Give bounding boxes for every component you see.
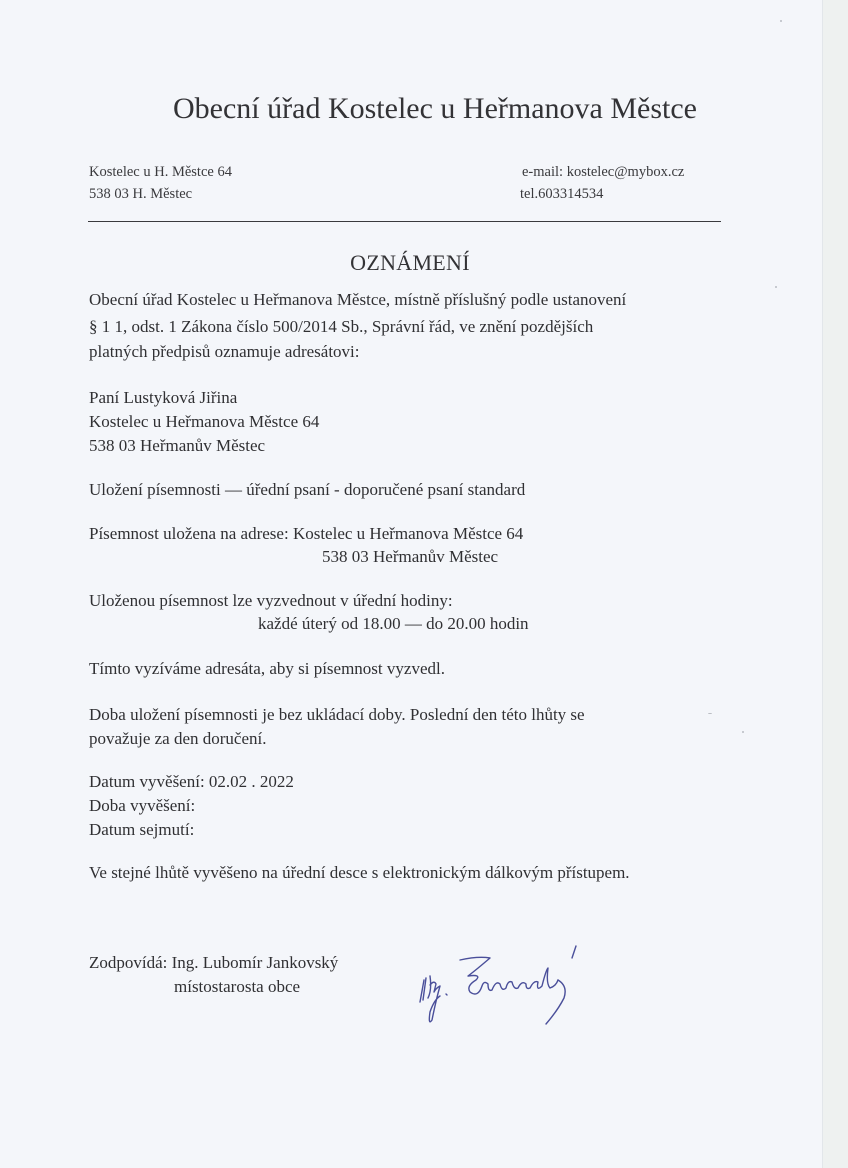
deposit-address-line2: 538 03 Heřmanův Městec [322,547,499,566]
signature-stroke [460,957,558,994]
letterhead-email: e-mail: kostelec@mybox.cz [522,164,685,180]
letterhead-title: Obecní úřad Kostelec u Heřmanova Městce [173,92,697,125]
addressee-name: Paní Lustyková Jiřina [89,388,238,407]
storage-note-line: Doba uložení písemnosti je bez ukládací doby. Poslední den této lhůty se [89,705,585,724]
pickup-hours-line2: každé úterý od 18.00 — do 20.00 hodin [258,614,529,633]
intro-line: platných předpisů oznamuje adresátovi: [89,342,360,361]
addressee-city: 538 03 Heřmanův Městec [89,436,266,455]
header-divider [88,221,721,222]
letterhead-phone: tel.603314534 [520,186,604,202]
deposit-type: Uložení písemnosti — úřední psaní - doporučené psaní standard [89,480,526,499]
storage-note-line: považuje za den doručení. [89,729,267,748]
removal-date: Datum sejmutí: [89,820,195,839]
deposit-address-line1: Písemnost uložena na adrese: Kostelec u Heřmanova Městce 64 [89,524,524,543]
posting-period: Doba vyvěšení: [89,796,196,815]
scan-speck [780,20,782,22]
pickup-hours-line1: Uloženou písemnost lze vyzvednout v úřední hodiny: [89,591,453,610]
scan-speck [742,731,744,733]
addressee-street: Kostelec u Heřmanova Městce 64 [89,412,320,431]
responsible-person: Zodpovídá: Ing. Lubomír Jankovský [89,953,339,972]
scan-speck [775,286,777,288]
signature-stroke [572,946,576,958]
notice-heading: OZNÁMENÍ [350,250,470,275]
signature-stroke [420,976,440,1022]
call-to-pickup: Tímto vyzíváme adresáta, aby si písemnost vyzvedl. [89,659,445,678]
intro-line: Obecní úřad Kostelec u Heřmanova Městce, místně příslušný podle ustanovení [89,290,627,309]
letterhead-address-line2: 538 03 H. Městec [89,186,193,202]
letterhead-address-line1: Kostelec u H. Městce 64 [89,164,232,180]
responsible-role: místostarosta obce [174,977,301,996]
handwritten-signature [418,940,618,1030]
posted-date: Datum vyvěšení: 02.02 . 2022 [89,772,294,791]
scan-edge-strip [822,0,848,1168]
signature-stroke [446,994,447,995]
intro-line: § 1 1, odst. 1 Zákona číslo 500/2014 Sb., Správní řád, ve znění pozdějších [89,317,594,336]
scan-speck [708,713,712,714]
electronic-board-note: Ve stejné lhůtě vyvěšeno na úřední desce s elektronickým dálkovým přístupem. [89,863,630,882]
